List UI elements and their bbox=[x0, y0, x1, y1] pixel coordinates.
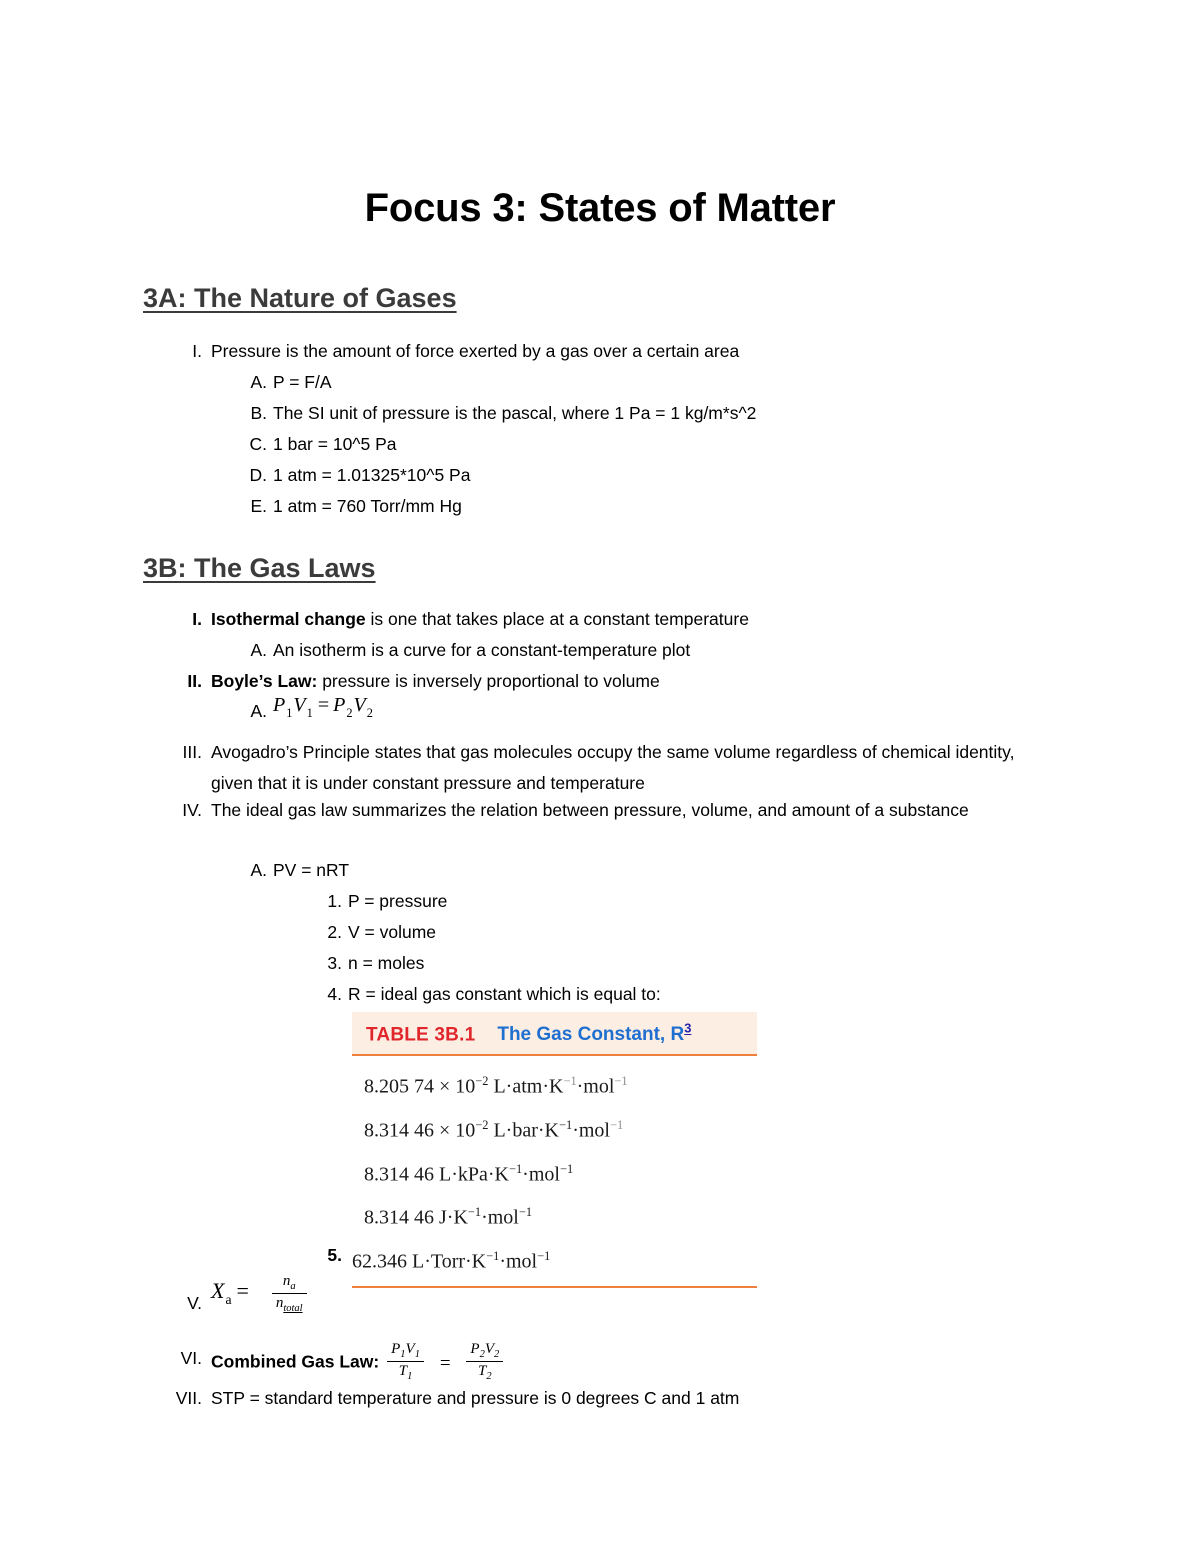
row-unit-exp-2: −1 bbox=[537, 1248, 551, 1263]
list-item: 1 atm = 760 Torr/mm Hg bbox=[273, 496, 462, 516]
fraction bbox=[272, 1274, 307, 1314]
table-row bbox=[352, 1106, 757, 1150]
list-marker: 1. bbox=[327, 891, 342, 911]
row-units: L·bar·K bbox=[493, 1119, 559, 1142]
table-row bbox=[352, 1237, 757, 1281]
table-title-superscript: 3 bbox=[684, 1021, 692, 1036]
list-item: Avogadro’s Principle states that gas molecules occupy the same volume regardless of chemical identity, given that it is under constant pressure and temperature bbox=[211, 742, 1015, 793]
list-item: Pressure is the amount of force exerted by a gas over a certain area bbox=[211, 341, 740, 361]
list-marker: 2. bbox=[327, 922, 342, 942]
list-marker: IV. bbox=[182, 800, 202, 820]
list-marker: I. bbox=[192, 609, 202, 629]
row-value: 8.314 46 × 10 bbox=[364, 1119, 476, 1142]
row-units: L·Torr·K bbox=[412, 1250, 487, 1273]
list-item-text: is one that takes place at a constant temperature bbox=[365, 609, 749, 629]
list-marker: B. bbox=[250, 403, 267, 423]
fraction-denominator: $n_{total}$ bbox=[275, 1295, 303, 1315]
list-marker: E. bbox=[250, 496, 267, 516]
row-value: 8.314 46 bbox=[364, 1163, 439, 1186]
row-value: 8.314 46 bbox=[364, 1206, 439, 1229]
row-units: J·K bbox=[439, 1206, 468, 1229]
fraction-left bbox=[387, 1342, 424, 1382]
equals-sign: = bbox=[439, 1352, 451, 1374]
table-title-text: The Gas Constant, R bbox=[497, 1024, 685, 1046]
row-exponent: −2 bbox=[475, 1117, 489, 1132]
row-units: L·kPa·K bbox=[439, 1163, 509, 1186]
list-item: An isotherm is a curve for a constant-temperature plot bbox=[273, 640, 691, 660]
row-units-2: ·mol bbox=[499, 1250, 538, 1273]
table-body bbox=[352, 1056, 757, 1287]
list-marker: A. bbox=[250, 640, 267, 660]
row-unit-exp-2: −1 bbox=[518, 1205, 533, 1220]
list-item: V = volume bbox=[348, 922, 437, 942]
row-unit-exp-2: −1 bbox=[559, 1161, 574, 1176]
list-item: 1 bar = 10^5 Pa bbox=[273, 434, 397, 454]
row-value: 62.346 bbox=[352, 1250, 412, 1273]
list-marker: VII. bbox=[175, 1388, 202, 1408]
list-marker: A. bbox=[250, 372, 267, 392]
equation-text: $P_1V_1 = P_2V_2$ bbox=[273, 694, 373, 720]
list-marker: A. bbox=[250, 860, 267, 880]
list-marker: VI. bbox=[180, 1348, 202, 1368]
row-unit-exp-1: −1 bbox=[508, 1161, 523, 1176]
table-title bbox=[497, 1021, 692, 1046]
list-marker: A. bbox=[250, 701, 267, 721]
equation-text: $X_a$ = bbox=[211, 1278, 249, 1308]
list-marker: 4. bbox=[327, 984, 342, 1004]
table-row bbox=[352, 1193, 757, 1237]
section-heading-3a: 3A: The Nature of Gases bbox=[143, 283, 457, 313]
combined-gas-law-row bbox=[211, 1343, 503, 1383]
row-unit-exp-1: −1 bbox=[467, 1205, 482, 1220]
list-marker: D. bbox=[249, 465, 267, 485]
list-marker: I. bbox=[192, 341, 202, 361]
list-marker: V. bbox=[187, 1293, 202, 1313]
list-marker: 3. bbox=[327, 953, 342, 973]
row-exponent: −2 bbox=[475, 1074, 489, 1089]
fraction-denominator: $T_1$ bbox=[398, 1363, 413, 1383]
list-marker: C. bbox=[249, 434, 267, 454]
row-unit-exp-1: −1 bbox=[563, 1074, 577, 1089]
table-row bbox=[352, 1150, 757, 1194]
row-value: 8.205 74 × 10 bbox=[364, 1075, 476, 1098]
section-heading-3b: 3B: The Gas Laws bbox=[143, 553, 376, 583]
row-unit-exp-2: −1 bbox=[609, 1117, 624, 1132]
equation-mole-fraction bbox=[211, 1275, 307, 1315]
row-units-2: ·mol bbox=[572, 1119, 610, 1142]
row-units: L·atm·K bbox=[493, 1075, 564, 1098]
list-item: STP = standard temperature and pressure is 0 degrees C and 1 atm bbox=[211, 1388, 740, 1408]
row-unit-exp-1: −1 bbox=[559, 1117, 573, 1132]
list-item bbox=[211, 604, 749, 635]
list-item: The SI unit of pressure is the pascal, where 1 Pa = 1 kg/m*s^2 bbox=[273, 403, 757, 423]
fraction-denominator: $T_2$ bbox=[478, 1363, 492, 1383]
row-unit-exp-1: −1 bbox=[486, 1248, 500, 1263]
row-unit-exp-2: −1 bbox=[614, 1074, 628, 1089]
equation-boyles-law bbox=[273, 690, 374, 729]
list-item: P = F/A bbox=[273, 372, 332, 392]
table-row bbox=[352, 1062, 757, 1106]
list-item: The ideal gas law summarizes the relation between pressure, volume, and amount of a substance bbox=[211, 800, 969, 820]
list-marker: III. bbox=[182, 742, 202, 762]
table-header bbox=[352, 1012, 757, 1056]
row-units-2: ·mol bbox=[481, 1206, 519, 1229]
combined-gas-law-label: Combined Gas Law: bbox=[211, 1351, 380, 1372]
gas-constant-table bbox=[352, 1012, 757, 1288]
fraction-numerator: $P_1V_1$ bbox=[387, 1342, 424, 1362]
page-title: Focus 3: States of Matter bbox=[364, 186, 836, 230]
fraction-numerator: $n_a$ bbox=[272, 1274, 307, 1294]
list-marker: 5. bbox=[327, 1245, 342, 1265]
list-item: R = ideal gas constant which is equal to: bbox=[348, 984, 661, 1004]
row-units-2: ·mol bbox=[522, 1163, 560, 1186]
fraction-numerator: $P_2V_2$ bbox=[466, 1342, 503, 1362]
list-item-lead: Isothermal change bbox=[211, 609, 366, 629]
table-label: TABLE 3B.1 bbox=[366, 1024, 476, 1046]
list-item-text: pressure is inversely proportional to volume bbox=[317, 671, 660, 691]
list-marker: II. bbox=[187, 671, 202, 691]
fraction-right bbox=[466, 1342, 503, 1382]
list-item: 1 atm = 1.01325*10^5 Pa bbox=[273, 465, 471, 485]
list-item-lead: Boyle’s Law: bbox=[211, 671, 318, 691]
list-item: PV = nRT bbox=[273, 860, 350, 880]
list-item: n = moles bbox=[348, 953, 425, 973]
list-item: P = pressure bbox=[348, 891, 448, 911]
row-units-2: ·mol bbox=[576, 1075, 615, 1098]
